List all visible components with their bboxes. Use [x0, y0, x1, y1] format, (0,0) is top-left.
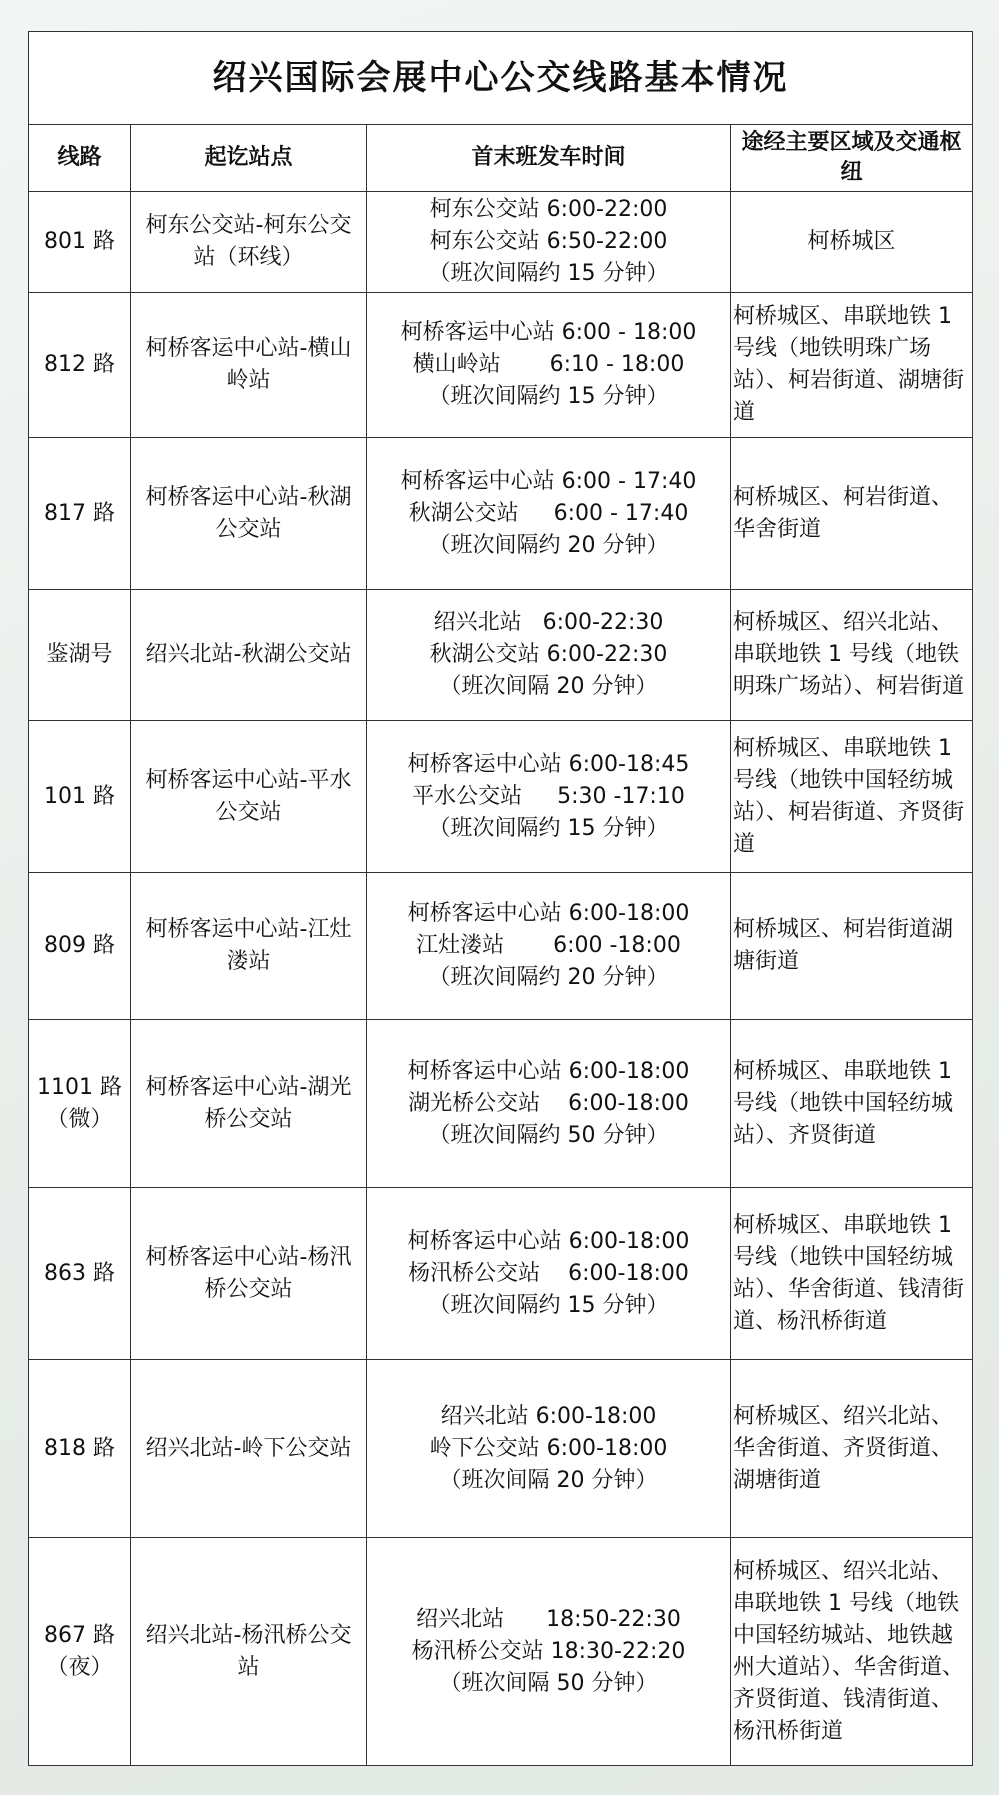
header-route: 线路: [29, 125, 131, 192]
table-row: [29, 438, 973, 590]
area-cell: 柯桥城区、柯岩街道湖塘街道: [731, 873, 973, 1020]
area-cell: 柯桥城区: [731, 192, 973, 293]
stops-cell: 绍兴北站-杨汛桥公交站: [131, 1538, 367, 1766]
time-cell: [367, 438, 731, 590]
interval-note: （班次间隔 20 分钟）: [439, 674, 658, 699]
table-title: 绍兴国际会展中心公交线路基本情况: [29, 32, 973, 125]
time-line: 横山岭站 6:10 - 18:00: [412, 352, 685, 377]
interval-note: （班次间隔 50 分钟）: [439, 1670, 658, 1696]
time-cell: [367, 192, 731, 293]
time-line: 柯东公交站 6:50-22:00: [429, 229, 668, 254]
bus-routes-sheet: [28, 31, 972, 1766]
interval-note: （班次间隔约 50 分钟）: [428, 1122, 669, 1148]
header-row: [29, 125, 973, 192]
stops-cell: 绍兴北站-岭下公交站: [131, 1360, 367, 1538]
stops-cell: 柯桥客运中心站-江灶溇站: [131, 873, 367, 1020]
time-line: 柯桥客运中心站 6:00-18:00: [407, 901, 690, 926]
area-cell: 柯桥城区、绍兴北站、华舍街道、齐贤街道、湖塘街道: [731, 1360, 973, 1538]
header-time: 首末班发车时间: [367, 125, 731, 192]
title-row: [29, 32, 973, 125]
time-cell: [367, 721, 731, 873]
time-line: 杨汛桥公交站 18:30-22:20: [411, 1638, 686, 1664]
time-line: 平水公交站 5:30 -17:10: [412, 783, 685, 809]
header-area: 途经主要区域及交通枢纽: [731, 125, 973, 192]
time-cell: [367, 1188, 731, 1360]
route-cell: 867 路（夜）: [29, 1538, 131, 1766]
route-cell: 863 路: [29, 1188, 131, 1360]
time-line: 柯桥客运中心站 6:00-18:45: [407, 751, 690, 777]
area-cell: 柯桥城区、串联地铁 1 号线（地铁中国轻纺城站）、华舍街道、钱清街道、杨汛桥街道: [731, 1188, 973, 1360]
stops-cell: 柯桥客运中心站-秋湖公交站: [131, 438, 367, 590]
time-line: 秋湖公交站 6:00-22:30: [429, 642, 668, 667]
interval-note: （班次间隔约 15 分钟）: [428, 815, 669, 841]
table-row: [29, 1538, 973, 1766]
interval-note: （班次间隔约 15 分钟）: [428, 261, 669, 286]
table-row: [29, 873, 973, 1020]
table-row: [29, 293, 973, 438]
time-line: 柯桥客运中心站 6:00 - 17:40: [400, 468, 697, 494]
stops-cell: 柯桥客运中心站-平水公交站: [131, 721, 367, 873]
time-line: 湖光桥公交站 6:00-18:00: [408, 1090, 689, 1116]
table-row: [29, 721, 973, 873]
table-row: [29, 590, 973, 721]
table-row: [29, 1020, 973, 1188]
table-row: [29, 1360, 973, 1538]
interval-note: （班次间隔约 15 分钟）: [428, 1292, 669, 1318]
route-cell: 801 路: [29, 192, 131, 293]
time-cell: [367, 1538, 731, 1766]
time-cell: [367, 590, 731, 721]
time-line: 柯桥客运中心站 6:00 - 18:00: [400, 320, 697, 345]
time-line: 绍兴北站 18:50-22:30: [416, 1606, 681, 1632]
stops-cell: 柯东公交站-柯东公交站（环线）: [131, 192, 367, 293]
stops-cell: 柯桥客运中心站-横山岭站: [131, 293, 367, 438]
time-line: 岭下公交站 6:00-18:00: [429, 1435, 668, 1461]
interval-note: （班次间隔 20 分钟）: [439, 1467, 658, 1493]
route-cell: 817 路: [29, 438, 131, 590]
route-cell: 812 路: [29, 293, 131, 438]
header-stops: 起讫站点: [131, 125, 367, 192]
route-cell: 鉴湖号: [29, 590, 131, 721]
area-cell: 柯桥城区、绍兴北站、串联地铁 1 号线（地铁中国轻纺城站、地铁越州大道站）、华舍街道、齐贤街道、钱清街道、杨汛桥街道: [731, 1538, 973, 1766]
time-line: 绍兴北站 6:00-18:00: [440, 1403, 657, 1429]
route-cell: 809 路: [29, 873, 131, 1020]
time-line: 柯东公交站 6:00-22:00: [429, 197, 668, 222]
time-cell: [367, 1020, 731, 1188]
time-cell: [367, 873, 731, 1020]
time-line: 江灶溇站 6:00 -18:00: [416, 933, 681, 958]
area-cell: 柯桥城区、柯岩街道、华舍街道: [731, 438, 973, 590]
area-cell: 柯桥城区、绍兴北站、串联地铁 1 号线（地铁明珠广场站）、柯岩街道: [731, 590, 973, 721]
route-cell: 1101 路（微）: [29, 1020, 131, 1188]
interval-note: （班次间隔约 15 分钟）: [428, 384, 669, 409]
time-line: 秋湖公交站 6:00 - 17:40: [408, 500, 689, 526]
interval-note: （班次间隔约 20 分钟）: [428, 532, 669, 558]
table-row: [29, 192, 973, 293]
route-cell: 818 路: [29, 1360, 131, 1538]
area-cell: 柯桥城区、串联地铁 1 号线（地铁中国轻纺城站）、柯岩街道、齐贤街道: [731, 721, 973, 873]
table-row: [29, 1188, 973, 1360]
time-line: 柯桥客运中心站 6:00-18:00: [407, 1228, 690, 1254]
time-line: 绍兴北站 6:00-22:30: [433, 610, 664, 635]
stops-cell: 柯桥客运中心站-杨汛桥公交站: [131, 1188, 367, 1360]
time-line: 杨汛桥公交站 6:00-18:00: [408, 1260, 689, 1286]
time-cell: [367, 1360, 731, 1538]
area-cell: 柯桥城区、串联地铁 1 号线（地铁中国轻纺城站）、齐贤街道: [731, 1020, 973, 1188]
time-cell: [367, 293, 731, 438]
time-line: 柯桥客运中心站 6:00-18:00: [407, 1058, 690, 1084]
area-cell: 柯桥城区、串联地铁 1 号线（地铁明珠广场站）、柯岩街道、湖塘街道: [731, 293, 973, 438]
stops-cell: 绍兴北站-秋湖公交站: [131, 590, 367, 721]
interval-note: （班次间隔约 20 分钟）: [428, 965, 669, 990]
route-cell: 101 路: [29, 721, 131, 873]
stops-cell: 柯桥客运中心站-湖光桥公交站: [131, 1020, 367, 1188]
bus-routes-table: [28, 31, 973, 1766]
